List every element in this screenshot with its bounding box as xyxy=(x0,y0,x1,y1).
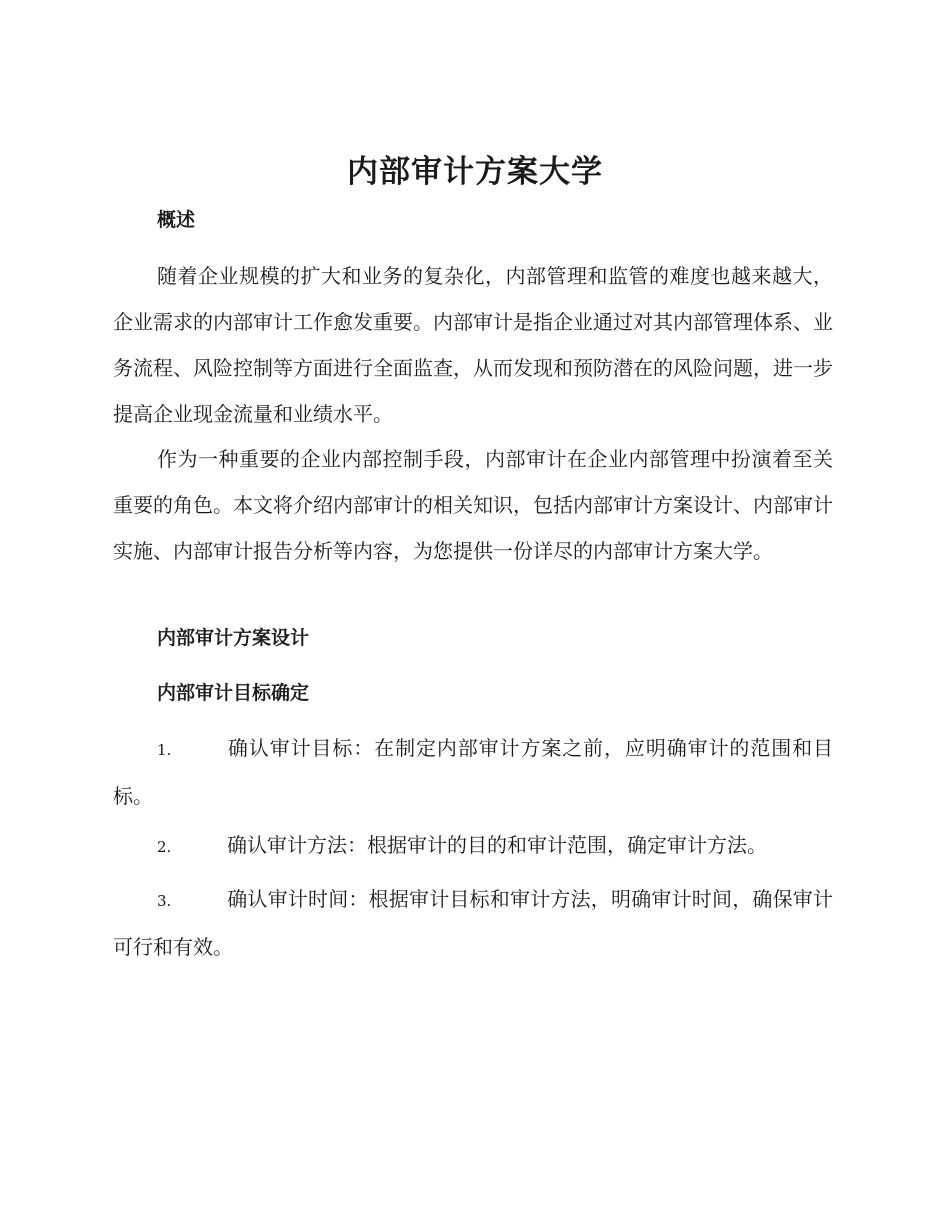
list-item xyxy=(113,822,833,870)
overview-heading: 概述 xyxy=(157,209,196,231)
design-heading: 内部审计方案设计 xyxy=(157,627,310,649)
goal-heading: 内部审计目标确定 xyxy=(157,682,310,704)
list-item-text: 确认审计时间：根据审计目标和审计方法，明确审计时间，确保审计可行和有效。 xyxy=(113,887,833,959)
list-item xyxy=(113,876,833,970)
overview-paragraph-1: 随着企业规模的扩大和业务的复杂化，内部管理和监管的难度也越来越大，企业需求的内部审计工作愈发重要。内部审计是指企业通过对其内部管理体系、业务流程、风险控制等方面进行全面监查，从而发现和预防潜在的风险问题，进一步提高企业现金流量和业绩水平。 xyxy=(113,264,833,426)
list-item-number: 2. xyxy=(157,838,172,856)
overview-paragraph-2: 作为一种重要的企业内部控制手段，内部审计在企业内部管理中扮演着至关重要的角色。本文将介绍内部审计的相关知识，包括内部审计方案设计、内部审计实施、内部审计报告分析等内容，为您提供一份详尽的内部审计方案大学。 xyxy=(113,447,833,563)
list-item-text: 确认审计方法：根据审计的目的和审计范围，确定审计方法。 xyxy=(227,833,767,857)
list-item-number: 3. xyxy=(157,892,172,910)
list-item xyxy=(113,725,833,819)
list-item-number: 1. xyxy=(157,741,172,759)
list-item-text: 确认审计目标：在制定内部审计方案之前，应明确审计的范围和目标。 xyxy=(113,736,833,808)
document-title: 内部审计方案大学 xyxy=(347,154,603,190)
